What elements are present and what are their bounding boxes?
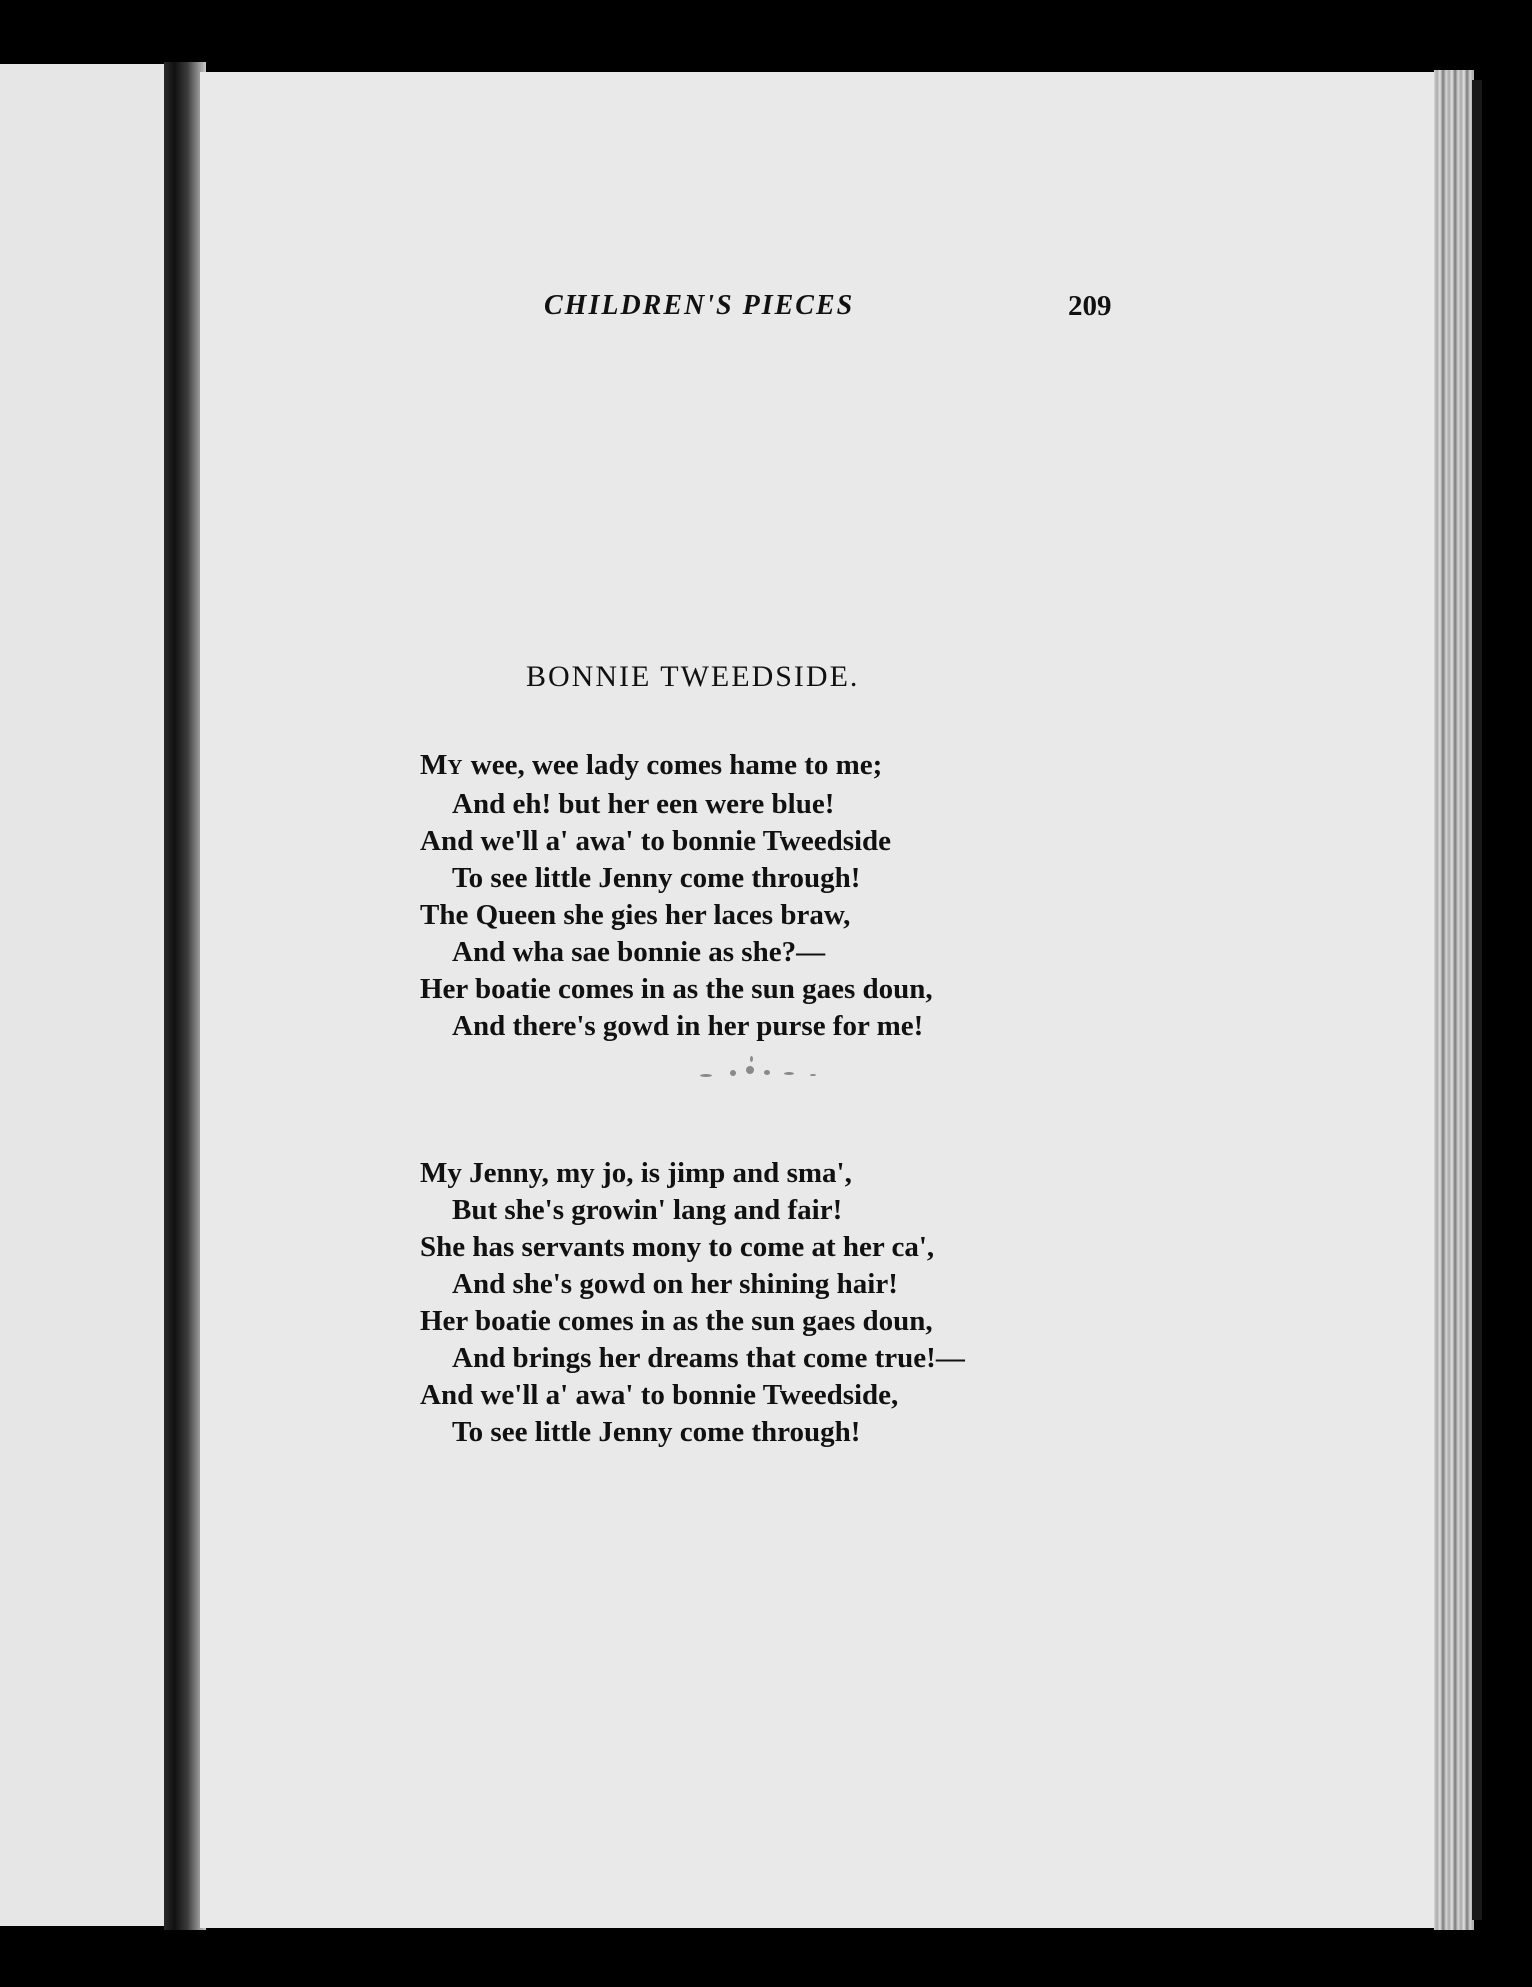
poem-line: The Queen she gies her laces braw, xyxy=(420,899,851,931)
stanza-2 xyxy=(420,1155,1060,1451)
poem-line: But she's growin' lang and fair! xyxy=(452,1194,843,1226)
stanza-1 xyxy=(420,747,1060,1045)
ornament-mark xyxy=(700,1074,712,1077)
stanza-separator-ornament xyxy=(680,1052,850,1092)
book-cover-edge xyxy=(1472,80,1482,1920)
poem-line: And brings her dreams that come true!— xyxy=(452,1342,965,1374)
poem-line: And she's gowd on her shining hair! xyxy=(452,1268,898,1300)
poem-line: And there's gowd in her purse for me! xyxy=(452,1010,924,1042)
poem-line: And wha sae bonnie as she?— xyxy=(452,936,826,968)
first-word xyxy=(420,749,464,781)
first-word-text: MY xyxy=(420,749,464,781)
first-word-smallcaps: Y xyxy=(447,755,464,779)
left-page-edge xyxy=(0,64,176,1926)
poem-line: She has servants mony to come at her ca', xyxy=(420,1231,935,1263)
ornament-mark xyxy=(730,1070,736,1076)
ornament-mark xyxy=(784,1072,794,1075)
ornament-mark xyxy=(746,1066,754,1074)
page-edges xyxy=(1434,70,1474,1930)
page-number: 209 xyxy=(1068,290,1112,322)
poem-line: And eh! but her een were blue! xyxy=(452,788,835,820)
poem-line: And we'll a' awa' to bonnie Tweedside xyxy=(420,825,892,857)
poem-line: To see little Jenny come through! xyxy=(452,862,861,894)
ornament-mark xyxy=(810,1074,816,1076)
poem-line: Her boatie comes in as the sun gaes doun, xyxy=(420,973,933,1005)
poem-line: To see little Jenny come through! xyxy=(452,1416,861,1448)
ornament-mark xyxy=(764,1070,770,1075)
ornament-mark xyxy=(750,1056,753,1062)
poem-line: And we'll a' awa' to bonnie Tweedside, xyxy=(420,1379,899,1411)
poem-line xyxy=(420,747,1060,786)
poem-title: BONNIE TWEEDSIDE. xyxy=(526,660,860,693)
poem-line: Her boatie comes in as the sun gaes doun, xyxy=(420,1305,933,1337)
poem-line: My Jenny, my jo, is jimp and sma', xyxy=(420,1157,852,1189)
line-text: wee, wee lady comes hame to me; xyxy=(470,749,883,781)
running-head: CHILDREN'S PIECES xyxy=(544,290,855,321)
